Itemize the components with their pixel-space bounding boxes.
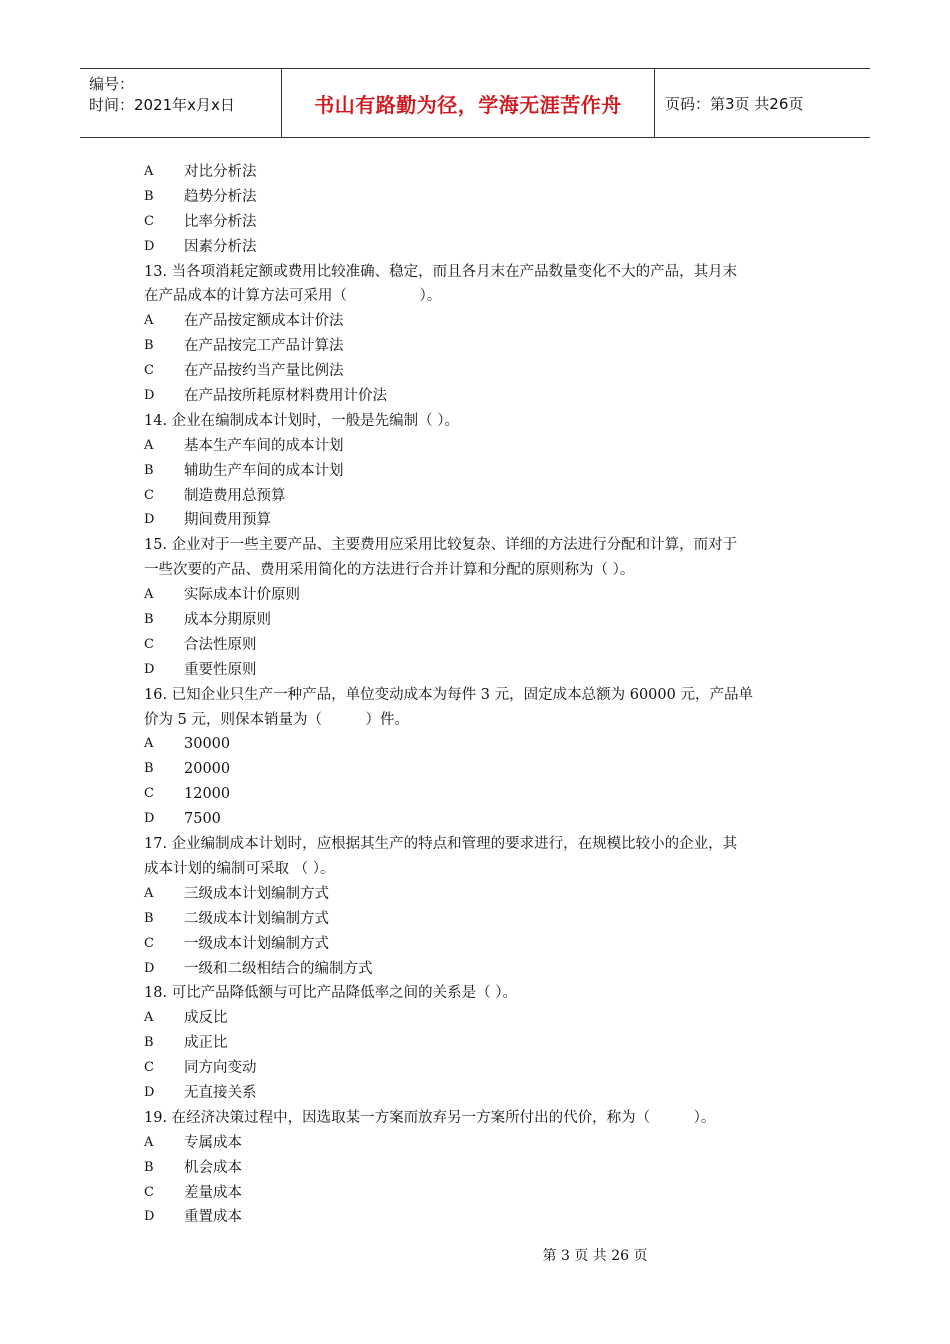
question-text: 15. 企业对于一些主要产品、主要费用应采用比较复杂、详细的方法进行分配和计算，而对于 xyxy=(144,537,738,554)
option-text: 实际成本计价原则 xyxy=(184,587,300,604)
document-body xyxy=(144,160,814,1230)
header-left-cell xyxy=(80,69,282,137)
option-text: 差量成本 xyxy=(184,1184,242,1201)
answer-option xyxy=(144,1081,814,1106)
option-letter: D xyxy=(144,1084,155,1100)
option-text: 制造费用总预算 xyxy=(184,487,286,504)
option-text: 对比分析法 xyxy=(184,164,257,180)
answer-option xyxy=(144,309,814,334)
option-text: 20000 xyxy=(184,761,231,778)
option-letter: C xyxy=(144,786,154,802)
option-letter: D xyxy=(144,811,155,827)
question-text: 成本计划的编制可采取 （ ）。 xyxy=(144,860,335,877)
option-letter: A xyxy=(144,437,154,453)
question-text: 16. 已知企业只生产一种产品，单位变动成本为每件 3 元，固定成本总额为 60000 元，产品单 xyxy=(144,686,753,703)
option-letter: A xyxy=(144,313,154,329)
answer-option xyxy=(144,1156,814,1181)
header-page-info: 页码：第3页 共26页 xyxy=(665,94,804,113)
option-text: 7500 xyxy=(184,811,221,828)
question-text: 17. 企业编制成本计划时，应根据其生产的特点和管理的要求进行，在规模比较小的企业，其 xyxy=(144,836,738,853)
answer-option xyxy=(144,459,814,484)
option-letter: C xyxy=(144,213,154,229)
option-text: 成反比 xyxy=(184,1010,228,1027)
option-letter: B xyxy=(144,761,154,777)
answer-option xyxy=(144,658,814,683)
question-text: 14. 企业在编制成本计划时，一般是先编制（ ）。 xyxy=(144,412,460,429)
page-header xyxy=(80,68,870,138)
option-letter: B xyxy=(144,1035,154,1051)
option-letter: A xyxy=(144,164,154,179)
answer-option xyxy=(144,334,814,359)
option-letter: B xyxy=(144,1159,154,1175)
option-letter: B xyxy=(144,338,154,354)
option-text: 趋势分析法 xyxy=(184,188,257,205)
option-text: 一级和二级相结合的编制方式 xyxy=(184,960,373,977)
answer-option xyxy=(144,882,814,907)
answer-option xyxy=(144,1006,814,1031)
option-text: 辅助生产车间的成本计划 xyxy=(184,462,344,479)
option-letter: D xyxy=(144,661,155,677)
option-text: 在产品按约当产量比例法 xyxy=(184,363,344,380)
option-letter: D xyxy=(144,1209,155,1225)
answer-option xyxy=(144,1031,814,1056)
option-letter: C xyxy=(144,636,154,652)
option-letter: B xyxy=(144,910,154,926)
question-text: 19. 在经济决策过程中，因选取某一方案而放弃另一方案所付出的代价，称为（ ）。 xyxy=(144,1109,716,1126)
answer-option xyxy=(144,1131,814,1156)
option-text: 在产品按定额成本计价法 xyxy=(184,313,344,330)
page-footer xyxy=(0,1245,950,1265)
option-text: 12000 xyxy=(184,786,231,803)
option-text: 30000 xyxy=(184,736,231,753)
answer-option xyxy=(144,160,814,185)
answer-option xyxy=(144,583,814,608)
answer-option xyxy=(144,1205,814,1230)
option-text: 合法性原则 xyxy=(184,636,257,653)
option-text: 同方向变动 xyxy=(184,1060,257,1077)
option-text: 因素分析法 xyxy=(184,238,257,255)
answer-option xyxy=(144,235,814,260)
header-motto: 书山有路勤为径，学海无涯苦作舟 xyxy=(314,92,622,117)
answer-option xyxy=(144,484,814,509)
answer-option xyxy=(144,807,814,832)
answer-option xyxy=(144,782,814,807)
answer-option xyxy=(144,633,814,658)
option-text: 重要性原则 xyxy=(184,661,257,678)
option-text: 专属成本 xyxy=(184,1134,242,1151)
option-letter: A xyxy=(144,1134,154,1150)
answer-option xyxy=(144,932,814,957)
answer-option xyxy=(144,1181,814,1206)
option-letter: C xyxy=(144,1060,154,1076)
answer-option xyxy=(144,210,814,235)
option-letter: C xyxy=(144,363,154,379)
option-letter: A xyxy=(144,736,154,752)
header-middle-cell xyxy=(282,69,655,137)
option-text: 成正比 xyxy=(184,1035,228,1052)
option-text: 无直接关系 xyxy=(184,1084,257,1101)
option-letter: B xyxy=(144,188,154,204)
answer-option xyxy=(144,757,814,782)
option-text: 基本生产车间的成本计划 xyxy=(184,437,344,454)
answer-option xyxy=(144,732,814,757)
option-letter: A xyxy=(144,1010,154,1026)
option-text: 在产品按所耗原材料费用计价法 xyxy=(184,388,387,405)
option-letter: D xyxy=(144,238,155,254)
document-date: 时间：2021年x月x日 xyxy=(89,96,235,114)
answer-option xyxy=(144,1056,814,1081)
question-text: 18. 可比产品降低额与可比产品降低率之间的关系是（ ）。 xyxy=(144,985,518,1002)
option-text: 重置成本 xyxy=(184,1209,242,1226)
header-right-cell xyxy=(655,69,870,137)
footer-page-number: 第 3 页 共 26 页 xyxy=(542,1248,648,1264)
option-text: 三级成本计划编制方式 xyxy=(184,885,329,902)
option-text: 二级成本计划编制方式 xyxy=(184,910,329,927)
option-letter: B xyxy=(144,462,154,478)
option-text: 在产品按完工产品计算法 xyxy=(184,338,344,355)
option-letter: C xyxy=(144,487,154,503)
answer-option xyxy=(144,359,814,384)
option-letter: A xyxy=(144,587,154,603)
option-text: 成本分期原则 xyxy=(184,612,271,629)
option-text: 期间费用预算 xyxy=(184,512,271,529)
question-text: 价为 5 元，则保本销量为（ ）件。 xyxy=(144,711,409,728)
document-code-label: 编号： xyxy=(89,75,135,93)
option-letter: C xyxy=(144,935,154,951)
option-text: 一级成本计划编制方式 xyxy=(184,935,329,952)
option-text: 机会成本 xyxy=(184,1159,242,1176)
answer-option xyxy=(144,185,814,210)
option-text: 比率分析法 xyxy=(184,213,257,230)
question-text: 在产品成本的计算方法可采用（ ）。 xyxy=(144,288,442,305)
question-text: 一些次要的产品、费用采用简化的方法进行合并计算和分配的原则称为（ ）。 xyxy=(144,562,635,579)
answer-option xyxy=(144,384,814,409)
answer-option xyxy=(144,434,814,459)
answer-option xyxy=(144,508,814,533)
option-letter: A xyxy=(144,885,154,901)
answer-option xyxy=(144,907,814,932)
answer-option xyxy=(144,957,814,982)
option-letter: D xyxy=(144,512,155,528)
option-letter: C xyxy=(144,1184,154,1200)
question-text: 13. 当各项消耗定额或费用比较准确、稳定，而且各月末在产品数量变化不大的产品，其月末 xyxy=(144,263,738,280)
option-letter: D xyxy=(144,960,155,976)
answer-option xyxy=(144,608,814,633)
option-letter: D xyxy=(144,388,155,404)
option-letter: B xyxy=(144,612,154,628)
